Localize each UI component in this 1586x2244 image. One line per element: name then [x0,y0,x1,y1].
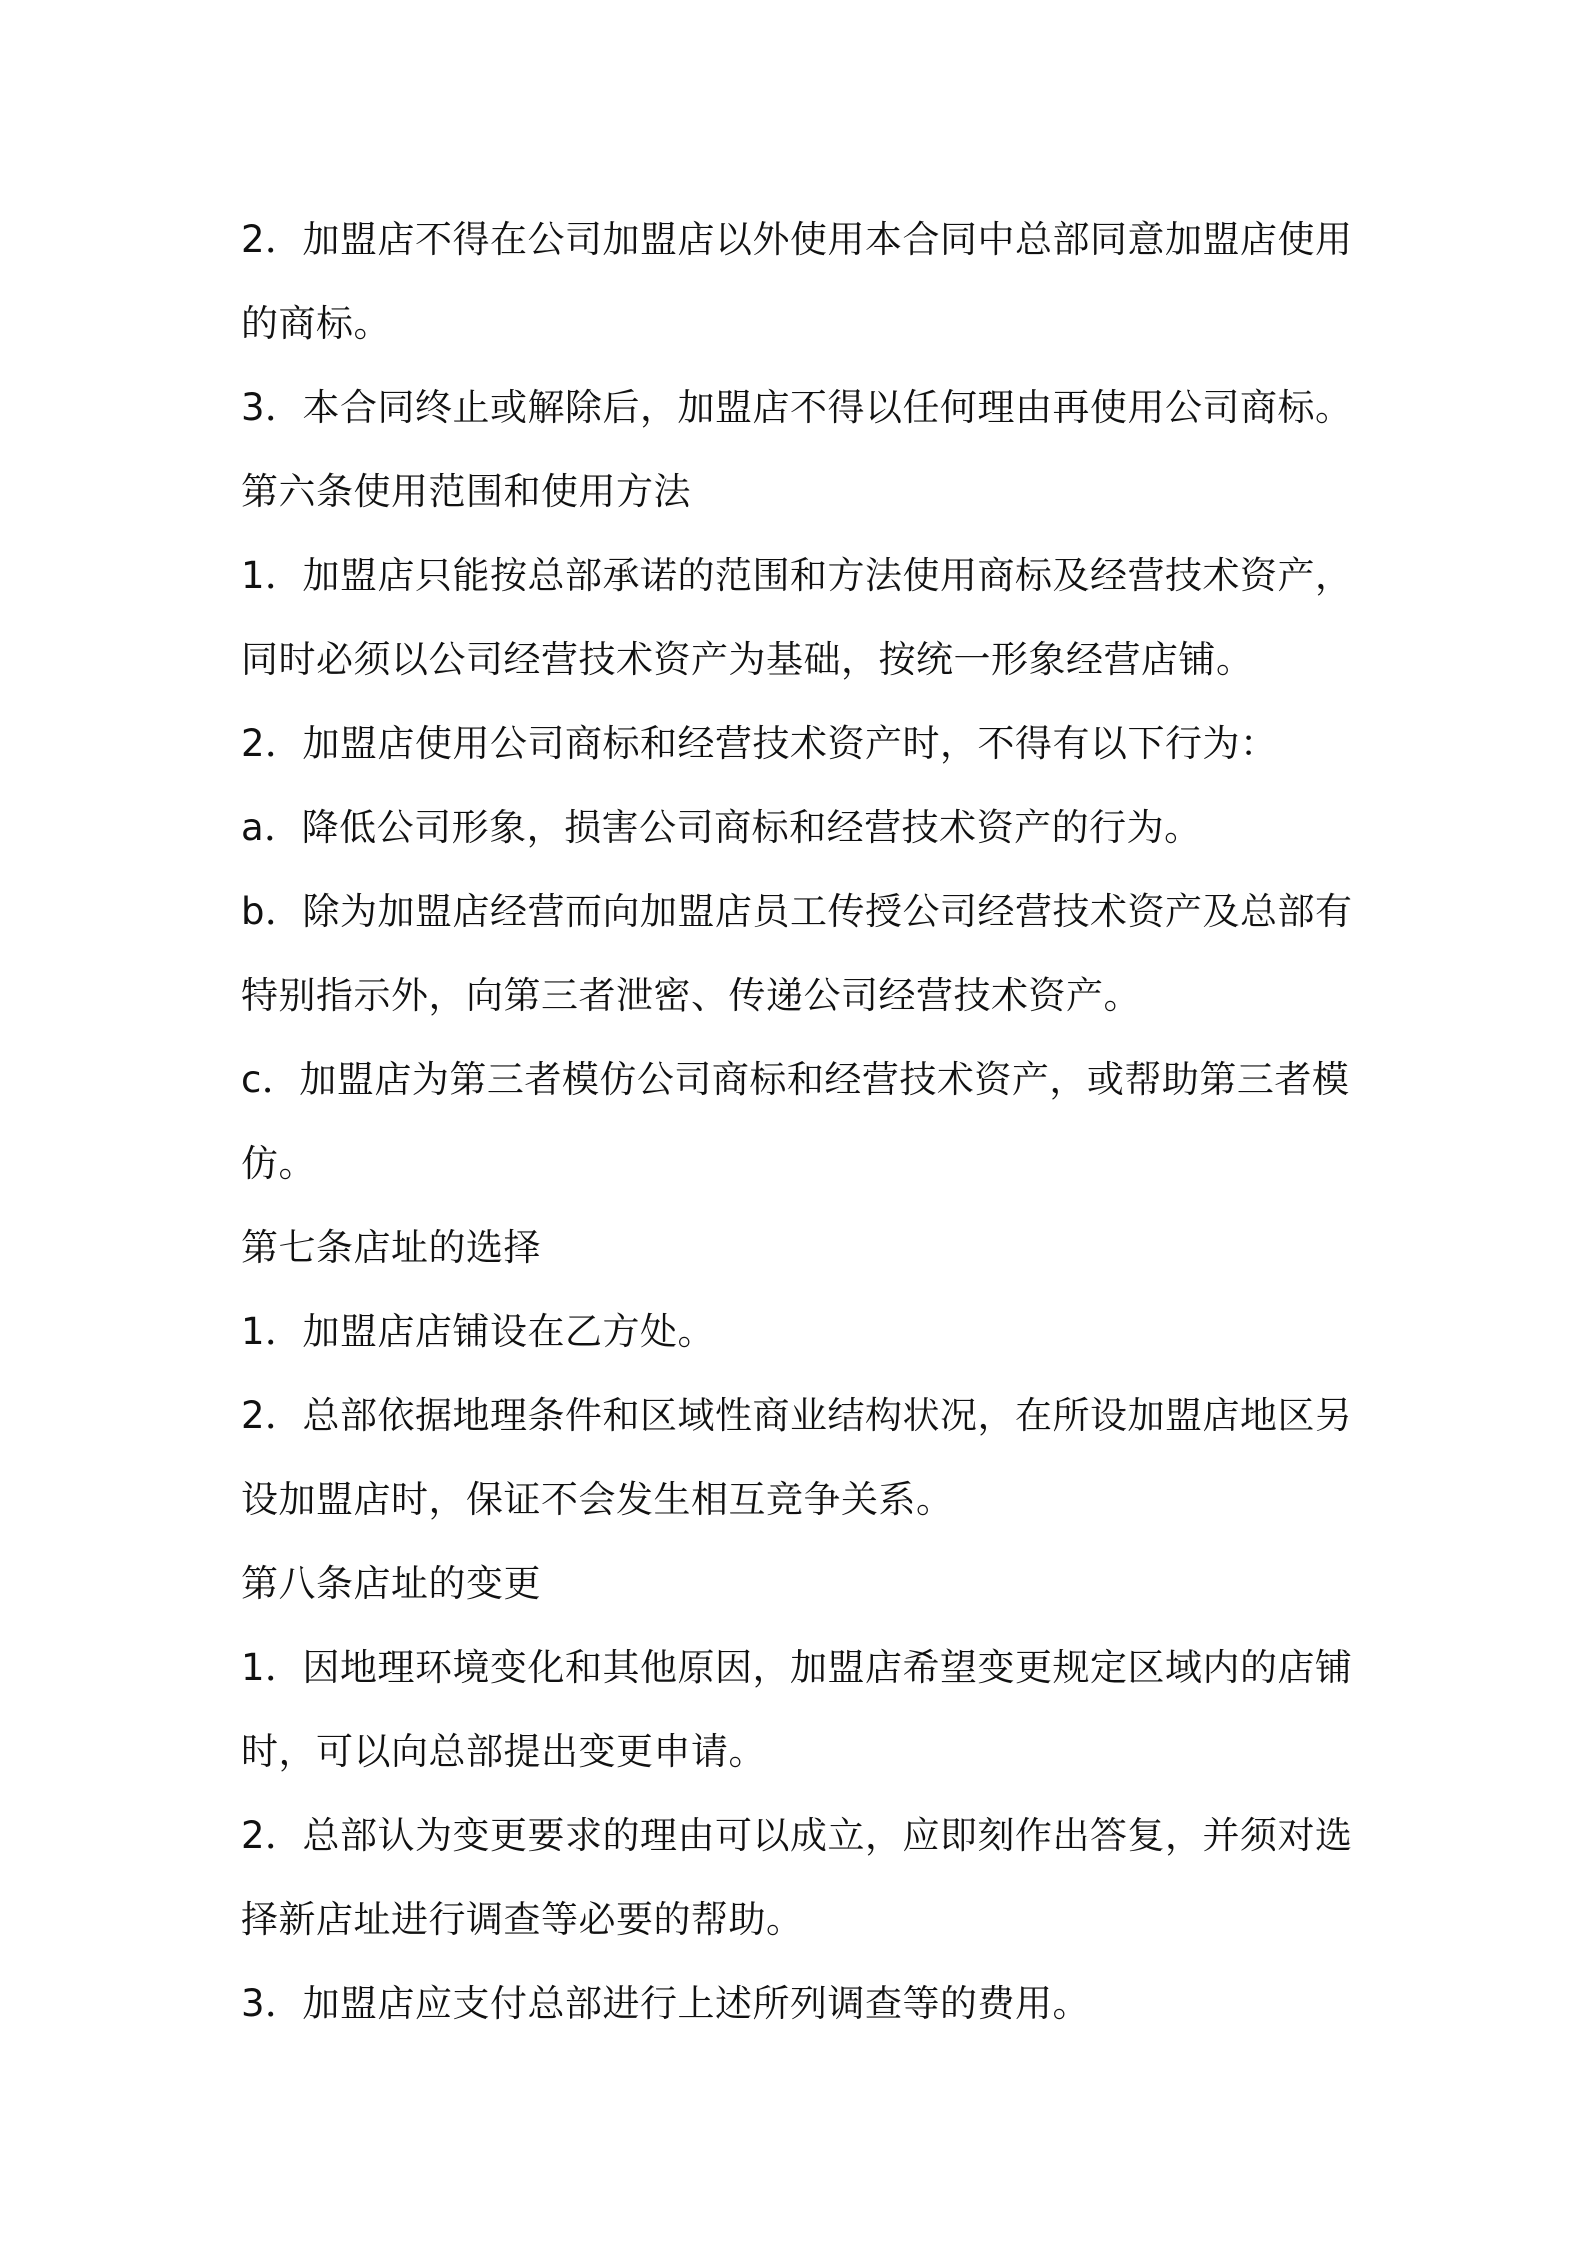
paragraph-line: 2．加盟店使用公司商标和经营技术资产时，不得有以下行为： [241,722,1278,765]
paragraph-line: 仿。 [241,1142,316,1185]
paragraph-line: 1．加盟店只能按总部承诺的范围和方法使用商标及经营技术资产， [241,554,1353,597]
paragraph-line: 设加盟店时，保证不会发生相互竞争关系。 [241,1478,954,1521]
section-heading: 第六条使用范围和使用方法 [241,470,691,513]
paragraph-line: 3．加盟店应支付总部进行上述所列调查等的费用。 [241,1982,1091,2025]
paragraph-line: 特别指示外，向第三者泄密、传递公司经营技术资产。 [241,974,1141,1017]
paragraph-line: b．除为加盟店经营而向加盟店员工传授公司经营技术资产及总部有 [241,890,1353,933]
paragraph-line: 的商标。 [241,302,391,345]
paragraph-line: 择新店址进行调查等必要的帮助。 [241,1898,804,1941]
paragraph-line: 时，可以向总部提出变更申请。 [241,1730,766,1773]
section-heading: 第八条店址的变更 [241,1562,541,1605]
paragraph-line: a．降低公司形象，损害公司商标和经营技术资产的行为。 [241,806,1202,849]
section-heading: 第七条店址的选择 [241,1226,541,1269]
paragraph-line: c．加盟店为第三者模仿公司商标和经营技术资产，或帮助第三者模 [241,1058,1350,1101]
document-body [241,198,1361,2046]
paragraph-line: 1．加盟店店铺设在乙方处。 [241,1310,716,1353]
paragraph-line: 同时必须以公司经营技术资产为基础，按统一形象经营店铺。 [241,638,1254,681]
paragraph-line: 1．因地理环境变化和其他原因，加盟店希望变更规定区域内的店铺 [241,1646,1353,1689]
paragraph-line: 2．加盟店不得在公司加盟店以外使用本合同中总部同意加盟店使用 [241,218,1353,261]
paragraph-line: 3．本合同终止或解除后，加盟店不得以任何理由再使用公司商标。 [241,386,1353,429]
paragraph-line: 2．总部依据地理条件和区域性商业结构状况，在所设加盟店地区另 [241,1394,1353,1437]
paragraph-line: 2．总部认为变更要求的理由可以成立，应即刻作出答复，并须对选 [241,1814,1353,1857]
